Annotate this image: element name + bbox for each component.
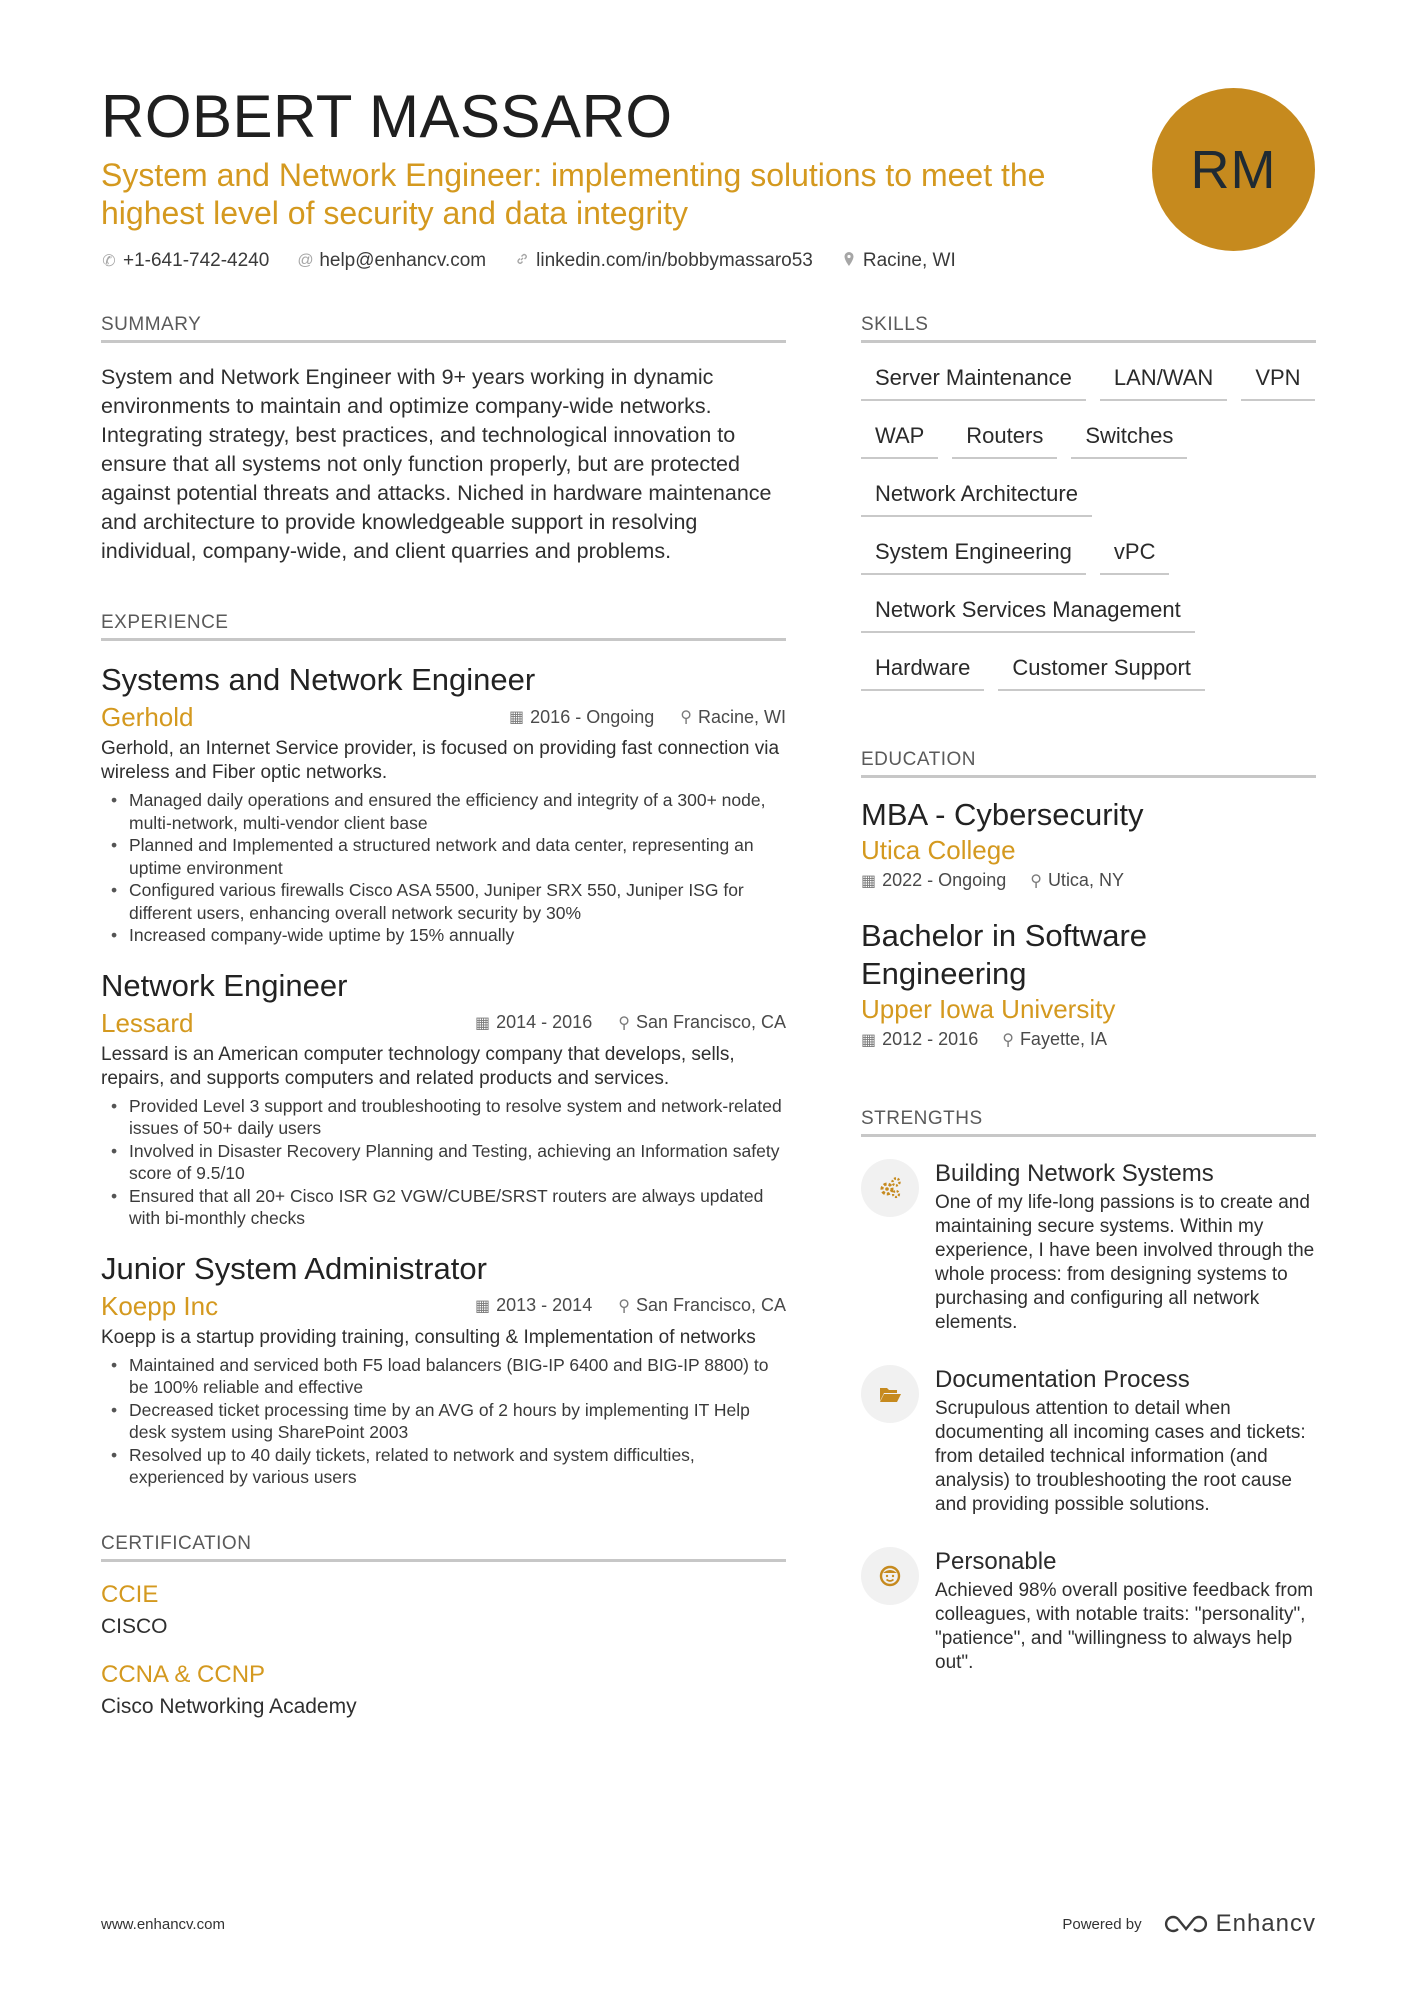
calendar-icon: ▦: [861, 1031, 877, 1049]
skill-tag: LAN/WAN: [1100, 361, 1227, 401]
cert-org: CISCO: [101, 1614, 168, 1638]
job-bullets: [101, 1354, 786, 1489]
job-title: Network Engineer: [101, 967, 348, 1003]
job-entry: [101, 967, 786, 1230]
strength-description: Achieved 98% overall positive feedback from colleagues, with notable traits: "personality", "patience", and "willingness to always help out".: [935, 1580, 1314, 1673]
contact-linkedin-text: linkedin.com/in/bobbymassaro53: [536, 250, 813, 271]
degree: MBA - Cybersecurity: [861, 797, 1144, 832]
section-title-strengths: STRENGTHS: [861, 1108, 1316, 1137]
job-title: Junior System Administrator: [101, 1250, 487, 1286]
job-entry: [101, 1250, 786, 1489]
job-meta: [101, 1007, 786, 1039]
cert-org: Cisco Networking Academy: [101, 1694, 357, 1718]
education-entry: [861, 796, 1316, 891]
bullet-item: • Resolved up to 40 daily tickets, related to network and system difficulties, experienced by various users: [101, 1444, 786, 1489]
skill-tag: Switches: [1071, 419, 1187, 459]
strength-entry: [861, 1159, 1316, 1335]
strength-title: Building Network Systems: [935, 1160, 1214, 1187]
calendar-icon: ▦: [475, 1297, 491, 1315]
skills-list: [861, 361, 1316, 691]
bullet-item: • Provided Level 3 support and troubleshooting to resolve system and network-related issues of 50+ daily users: [101, 1095, 786, 1140]
strength-title: Documentation Process: [935, 1366, 1190, 1393]
right-column: [861, 314, 1316, 1675]
job-company: Koepp Inc: [101, 1290, 219, 1321]
candidate-headline: System and Network Engineer: implementing solutions to meet the highest level of security and data integrity: [101, 157, 1046, 231]
job-dates: 2016 - Ongoing: [530, 706, 655, 727]
bullet-item: • Increased company-wide uptime by 15% annually: [101, 924, 786, 947]
strength-description: Scrupulous attention to detail when documenting all incoming cases and tickets: from detailed technical information (and analysis) to troubleshooting the root cause and providing possible solutions.: [935, 1398, 1306, 1515]
bullet-item: • Managed daily operations and ensured the efficiency and integrity of a 300+ node, multi-network, multi-vendor client base: [101, 789, 786, 834]
contact-location: [841, 250, 956, 272]
contact-linkedin[interactable]: [514, 250, 813, 272]
candidate-name: ROBERT MASSARO: [101, 83, 673, 150]
job-meta: [101, 1290, 786, 1322]
bullet-item: • Configured various firewalls Cisco ASA 5500, Juniper SRX 550, Juniper ISG for different users, enhancing overall network security by 30%: [101, 879, 786, 924]
link-icon: [514, 252, 530, 271]
strength-description: One of my life-long passions is to create and maintaining secure systems. Within my experience, I have been involved through the whole process: from designing systems to purchasing and configuring all network elements.: [935, 1192, 1315, 1333]
job-description: Gerhold, an Internet Service provider, is focused on providing fast connection via wireless and Fiber optic networks.: [101, 738, 780, 783]
bullet-item: • Ensured that all 20+ Cisco ISR G2 VGW/CUBE/SRST routers are always updated with bi-monthly checks: [101, 1185, 786, 1230]
education-section: [861, 749, 1316, 1050]
bullet-item: • Maintained and serviced both F5 load balancers (BIG-IP 6400 and BIG-IP 8800) to be 100% reliable and effective: [101, 1354, 786, 1399]
powered-by: Powered by: [1062, 1915, 1142, 1933]
job-dates: 2013 - 2014: [496, 1295, 593, 1315]
job-bullets: [101, 789, 786, 947]
summary-text: System and Network Engineer with 9+ years working in dynamic environments to maintain and optimize company-wide networks. Integrating strategy, best practices, and technological innovation to ensure that all systems not only function properly, but are protected against potential threats and attacks. Niched in hardware maintenance and architecture to provide knowledgeable support in resolving individual, company-wide, and client quarries and problems.: [101, 365, 772, 563]
contact-phone[interactable]: [101, 250, 269, 272]
location-icon: ⚲: [618, 1014, 630, 1032]
smiley-icon: [861, 1547, 919, 1605]
enhancv-logo[interactable]: [1164, 1910, 1316, 1938]
bullet-item: • Involved in Disaster Recovery Planning and Testing, achieving an Information safety score of 9.5/10: [101, 1140, 786, 1185]
section-title-experience: EXPERIENCE: [101, 612, 786, 641]
skill-tag: Customer Support: [998, 651, 1205, 691]
skill-tag: Network Services Management: [861, 593, 1195, 633]
job-title: Systems and Network Engineer: [101, 662, 536, 697]
resume-header: [101, 82, 1101, 272]
school: Upper Iowa University: [861, 994, 1116, 1024]
strength-entry: [861, 1365, 1316, 1517]
skill-tag: Hardware: [861, 651, 984, 691]
section-title-skills: SKILLS: [861, 314, 1316, 343]
job-description: Lessard is an American computer technology company that develops, sells, repairs, and supports computers and related products and services.: [101, 1043, 735, 1089]
footer: [101, 1910, 1316, 1938]
brand-name: Enhancv: [1215, 1910, 1316, 1937]
skill-tag: VPN: [1241, 361, 1314, 401]
calendar-icon: ▦: [509, 709, 525, 726]
skill-tag: Server Maintenance: [861, 361, 1086, 401]
strengths-section: [861, 1108, 1316, 1675]
job-company: Lessard: [101, 1007, 194, 1038]
at-icon: @: [297, 252, 314, 269]
section-title-certification: CERTIFICATION: [101, 1533, 786, 1562]
job-location: San Francisco, CA: [635, 1295, 786, 1315]
job-description: Koepp is a startup providing training, consulting & Implementation of networks: [101, 1326, 756, 1348]
skill-tag: vPC: [1100, 535, 1170, 575]
edu-dates: 2012 - 2016: [882, 1029, 979, 1049]
certification-section: [101, 1533, 786, 1722]
skills-section: [861, 314, 1316, 691]
experience-section: [101, 612, 786, 1489]
job-location: San Francisco, CA: [635, 1012, 786, 1032]
school: Utica College: [861, 835, 1016, 865]
footer-url[interactable]: www.enhancv.com: [101, 1915, 225, 1933]
contact-email-text: help@enhancv.com: [319, 250, 487, 271]
bullet-item: • Planned and Implemented a structured network and data center, representing an uptime environment: [101, 834, 786, 879]
skill-tag: Network Architecture: [861, 477, 1092, 517]
strength-entry: [861, 1547, 1316, 1675]
job-dates: 2014 - 2016: [496, 1012, 593, 1032]
degree: Bachelor in Software Engineering: [861, 918, 1148, 991]
cert-name: CCNA & CCNP: [101, 1660, 266, 1688]
phone-icon: ✆: [102, 253, 116, 270]
edu-location: Utica, NY: [1047, 870, 1124, 890]
enhancv-logo-icon: [1164, 1913, 1208, 1935]
skill-tag: System Engineering: [861, 535, 1086, 575]
gears-icon: [861, 1159, 919, 1217]
contact-bar: [101, 250, 1101, 272]
cert-entry: [101, 1580, 786, 1642]
location-icon: ⚲: [618, 1297, 630, 1315]
strength-title: Personable: [935, 1548, 1057, 1575]
left-column: [101, 314, 786, 1722]
section-title-summary: SUMMARY: [101, 314, 786, 343]
cert-entry: [101, 1660, 786, 1722]
job-bullets: [101, 1095, 786, 1230]
contact-location-text: Racine, WI: [862, 250, 956, 271]
location-icon: ⚲: [680, 709, 692, 726]
calendar-icon: ▦: [861, 872, 877, 890]
job-entry: [101, 661, 786, 947]
avatar: RM: [1152, 88, 1315, 251]
location-icon: ⚲: [1002, 1031, 1014, 1049]
job-company: Gerhold: [101, 702, 194, 732]
contact-phone-text: +1-641-742-4240: [123, 250, 270, 271]
section-title-education: EDUCATION: [861, 749, 1316, 778]
calendar-icon: ▦: [475, 1014, 491, 1032]
edu-location: Fayette, IA: [1019, 1029, 1107, 1049]
edu-dates: 2022 - Ongoing: [882, 870, 1007, 890]
job-location: Racine, WI: [697, 706, 786, 727]
bullet-item: • Decreased ticket processing time by an AVG of 2 hours by implementing IT Help desk system using SharePoint 2003: [101, 1399, 786, 1444]
education-entry: [861, 917, 1316, 1050]
job-meta: [101, 701, 786, 733]
cert-name: CCIE: [101, 1580, 159, 1608]
folder-open-icon: [861, 1365, 919, 1423]
location-icon: [841, 251, 857, 272]
location-icon: ⚲: [1030, 872, 1042, 890]
contact-email[interactable]: [297, 250, 486, 272]
summary-section: [101, 314, 786, 566]
skill-tag: Routers: [952, 419, 1057, 459]
skill-tag: WAP: [861, 419, 938, 459]
